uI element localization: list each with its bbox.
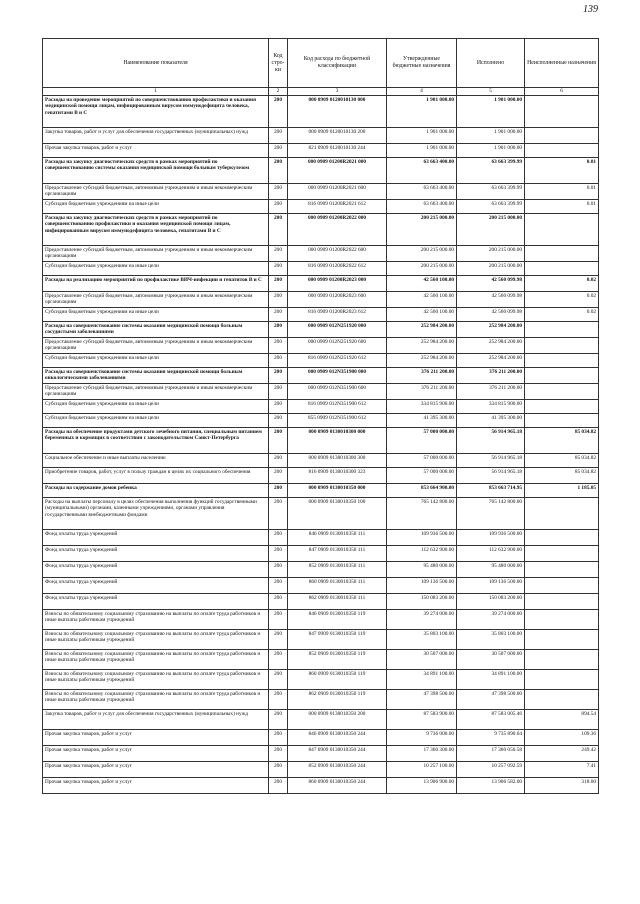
row-unexecuted-amount xyxy=(525,546,599,562)
row-classification-code: 000 0909 0130010300 300 xyxy=(288,454,387,468)
column-number: 3 xyxy=(288,88,387,96)
row-line-code: 200 xyxy=(269,308,288,322)
row-executed-amount: 63 663 399.99 xyxy=(457,184,525,200)
row-unexecuted-amount: 0.01 xyxy=(525,158,599,184)
row-classification-code: 847 0909 0130010350 111 xyxy=(288,546,387,562)
row-classification-code: 846 0909 0130010350 119 xyxy=(288,610,387,630)
row-classification-code: 846 0909 0130010350 244 xyxy=(288,730,387,746)
row-name: Приобретение товаров, работ, услуг в пользу граждан в целях их социального обеспечения xyxy=(43,468,269,484)
row-line-code: 200 xyxy=(269,530,288,546)
row-classification-code: 816 0909 0130010300 323 xyxy=(288,468,387,484)
row-executed-amount: 9 735 890.64 xyxy=(457,730,525,746)
row-unexecuted-amount xyxy=(525,610,599,630)
table-row xyxy=(43,400,599,414)
row-approved-amount: 63 663 400.00 xyxy=(387,200,457,214)
row-unexecuted-amount: 1 185.05 xyxy=(525,484,599,498)
row-approved-amount: 42 560 100.00 xyxy=(387,276,457,292)
row-executed-amount: 109 136 500.00 xyxy=(457,578,525,594)
row-unexecuted-amount xyxy=(525,594,599,610)
row-line-code: 200 xyxy=(269,498,288,530)
row-name: Расходы на содержание домов ребенка xyxy=(43,484,269,498)
row-classification-code: 816 0909 012N251920 612 xyxy=(288,354,387,368)
row-unexecuted-amount xyxy=(525,562,599,578)
row-executed-amount: 376 211 200.00 xyxy=(457,384,525,400)
row-approved-amount: 252 984 200.00 xyxy=(387,354,457,368)
row-classification-code: 000 0909 01200R2022 000 xyxy=(288,214,387,246)
row-unexecuted-amount xyxy=(525,384,599,400)
row-name: Расходы на закупку диагностических средств в рамках мероприятий по совершенствованию системы оказания медицинской помощи больным туберкулезом xyxy=(43,158,269,184)
row-name: Предоставление субсидий бюджетным, автономным учреждениям и иным некоммерческим организациям xyxy=(43,292,269,308)
row-executed-amount: 1 901 000.00 xyxy=(457,144,525,158)
row-approved-amount: 112 632 900.00 xyxy=(387,546,457,562)
page-number: 139 xyxy=(583,4,598,15)
row-classification-code: 847 0909 0130010350 119 xyxy=(288,630,387,650)
row-name: Субсидии бюджетным учреждениям на иные цели xyxy=(43,308,269,322)
column-number: 4 xyxy=(387,88,457,96)
header-executed: Исполнено xyxy=(457,39,525,88)
row-executed-amount: 334 815 900.00 xyxy=(457,400,525,414)
row-name: Предоставление субсидий бюджетным, автономным учреждениям и иным некоммерческим организациям xyxy=(43,338,269,354)
row-approved-amount: 252 984 200.00 xyxy=(387,322,457,338)
row-line-code: 200 xyxy=(269,96,288,128)
row-unexecuted-amount: 85 034.82 xyxy=(525,428,599,454)
row-name: Взносы по обязательному социальному страхованию на выплаты по оплате труда работников и иные выплаты работникам учреждений xyxy=(43,610,269,630)
row-executed-amount: 42 560 099.98 xyxy=(457,292,525,308)
row-line-code: 200 xyxy=(269,778,288,794)
column-number: 6 xyxy=(525,88,599,96)
table-row xyxy=(43,276,599,292)
row-classification-code: 000 0909 0120010130 200 xyxy=(288,128,387,144)
row-classification-code: 816 0909 012N351900 612 xyxy=(288,400,387,414)
row-classification-code: 000 0909 0130010350 000 xyxy=(288,484,387,498)
row-line-code: 200 xyxy=(269,414,288,428)
table-row xyxy=(43,158,599,184)
row-line-code: 200 xyxy=(269,338,288,354)
row-line-code: 200 xyxy=(269,428,288,454)
row-unexecuted-amount xyxy=(525,144,599,158)
row-classification-code: 847 0909 0130010350 244 xyxy=(288,746,387,762)
table-row xyxy=(43,730,599,746)
row-executed-amount: 41 395 300.00 xyxy=(457,414,525,428)
row-name: Предоставление субсидий бюджетным, автономным учреждениям и иным некоммерческим организациям xyxy=(43,384,269,400)
table-row xyxy=(43,630,599,650)
row-name: Субсидии бюджетным учреждениям на иные цели xyxy=(43,400,269,414)
row-approved-amount: 57 000 000.00 xyxy=(387,428,457,454)
row-name: Прочая закупка товаров, работ и услуг xyxy=(43,746,269,762)
row-name: Фонд оплаты труда учреждений xyxy=(43,562,269,578)
row-line-code: 200 xyxy=(269,400,288,414)
row-line-code: 200 xyxy=(269,578,288,594)
row-executed-amount: 87 583 005.46 xyxy=(457,710,525,730)
table-row xyxy=(43,214,599,246)
row-executed-amount: 47 398 500.00 xyxy=(457,690,525,710)
row-unexecuted-amount: 249.42 xyxy=(525,746,599,762)
row-classification-code: 000 0909 01200R2023 600 xyxy=(288,292,387,308)
row-approved-amount: 30 507 000.00 xyxy=(387,650,457,670)
row-name: Закупка товаров, работ и услуг для обеспечения государственных (муниципальных) нужд xyxy=(43,128,269,144)
row-unexecuted-amount: 85 034.82 xyxy=(525,468,599,484)
row-unexecuted-amount xyxy=(525,338,599,354)
row-approved-amount: 63 663 400.00 xyxy=(387,184,457,200)
row-executed-amount: 39 274 000.00 xyxy=(457,610,525,630)
row-approved-amount: 376 211 200.00 xyxy=(387,384,457,400)
row-unexecuted-amount xyxy=(525,650,599,670)
row-name: Субсидии бюджетным учреждениям на иные цели xyxy=(43,262,269,276)
row-unexecuted-amount xyxy=(525,246,599,262)
row-executed-amount: 56 914 965.18 xyxy=(457,468,525,484)
row-executed-amount: 200 215 000.00 xyxy=(457,214,525,246)
table-row xyxy=(43,484,599,498)
row-name: Социальное обеспечение и иные выплаты населению xyxy=(43,454,269,468)
row-unexecuted-amount: 85 034.82 xyxy=(525,454,599,468)
row-name: Прочая закупка товаров, работ и услуг xyxy=(43,144,269,158)
table-body xyxy=(43,96,599,794)
row-classification-code: 852 0909 0130010350 111 xyxy=(288,562,387,578)
table-row xyxy=(43,670,599,690)
table-row xyxy=(43,262,599,276)
row-line-code: 200 xyxy=(269,690,288,710)
table-row xyxy=(43,454,599,468)
row-unexecuted-amount xyxy=(525,530,599,546)
table-row xyxy=(43,428,599,454)
row-approved-amount: 200 215 000.00 xyxy=(387,262,457,276)
row-executed-amount: 13 906 582.00 xyxy=(457,778,525,794)
row-executed-amount: 56 914 965.18 xyxy=(457,428,525,454)
header-budget-classification: Код расхода по бюджетной классификации xyxy=(288,39,387,88)
table-row xyxy=(43,530,599,546)
row-name: Взносы по обязательному социальному страхованию на выплаты по оплате труда работников и иные выплаты работникам учреждений xyxy=(43,630,269,650)
row-classification-code: 846 0909 0130010350 111 xyxy=(288,530,387,546)
row-unexecuted-amount xyxy=(525,262,599,276)
row-classification-code: 816 0909 01200R2022 612 xyxy=(288,262,387,276)
row-line-code: 200 xyxy=(269,200,288,214)
row-approved-amount: 200 215 000.00 xyxy=(387,246,457,262)
table-row xyxy=(43,96,599,128)
row-unexecuted-amount xyxy=(525,354,599,368)
row-line-code: 200 xyxy=(269,610,288,630)
row-executed-amount: 200 215 000.00 xyxy=(457,262,525,276)
row-line-code: 200 xyxy=(269,354,288,368)
row-line-code: 200 xyxy=(269,484,288,498)
row-unexecuted-amount xyxy=(525,96,599,128)
row-executed-amount: 17 360 050.58 xyxy=(457,746,525,762)
row-approved-amount: 42 560 100.00 xyxy=(387,308,457,322)
row-executed-amount: 63 663 399.99 xyxy=(457,158,525,184)
row-approved-amount: 9 736 000.00 xyxy=(387,730,457,746)
table-header-row xyxy=(43,39,599,88)
table-row xyxy=(43,468,599,484)
row-name: Фонд оплаты труда учреждений xyxy=(43,578,269,594)
row-unexecuted-amount: 0.02 xyxy=(525,276,599,292)
row-approved-amount: 87 583 900.00 xyxy=(387,710,457,730)
row-unexecuted-amount xyxy=(525,368,599,384)
row-classification-code: 852 0909 0130010350 244 xyxy=(288,762,387,778)
row-approved-amount: 42 560 100.00 xyxy=(387,292,457,308)
row-approved-amount: 1 901 000.00 xyxy=(387,128,457,144)
row-classification-code: 860 0909 0130010350 111 xyxy=(288,578,387,594)
row-line-code: 200 xyxy=(269,322,288,338)
row-unexecuted-amount: 318.00 xyxy=(525,778,599,794)
row-executed-amount: 200 215 000.00 xyxy=(457,246,525,262)
table-row xyxy=(43,384,599,400)
row-approved-amount: 34 891 100.00 xyxy=(387,670,457,690)
row-executed-amount: 63 663 399.99 xyxy=(457,200,525,214)
row-line-code: 200 xyxy=(269,368,288,384)
row-unexecuted-amount xyxy=(525,630,599,650)
row-line-code: 200 xyxy=(269,562,288,578)
row-approved-amount: 57 000 000.00 xyxy=(387,454,457,468)
row-line-code: 200 xyxy=(269,292,288,308)
row-approved-amount: 109 136 500.00 xyxy=(387,578,457,594)
table-row xyxy=(43,144,599,158)
row-unexecuted-amount xyxy=(525,670,599,690)
row-approved-amount: 1 901 000.00 xyxy=(387,96,457,128)
table-row xyxy=(43,562,599,578)
row-unexecuted-amount xyxy=(525,690,599,710)
table-row xyxy=(43,690,599,710)
table-row xyxy=(43,746,599,762)
table-row xyxy=(43,610,599,630)
row-name: Расходы на реализацию мероприятий по профилактике ВИЧ-инфекции и гепатитов B и C xyxy=(43,276,269,292)
row-executed-amount: 252 984 200.00 xyxy=(457,322,525,338)
row-executed-amount: 95 480 000.00 xyxy=(457,562,525,578)
row-classification-code: 821 0909 0120010130 244 xyxy=(288,144,387,158)
row-unexecuted-amount xyxy=(525,322,599,338)
row-unexecuted-amount: 109.36 xyxy=(525,730,599,746)
column-number: 2 xyxy=(269,88,288,96)
row-name: Расходы на совершенствование системы оказания медицинской помощи больным сосудистыми заболеваниями xyxy=(43,322,269,338)
table-row xyxy=(43,184,599,200)
row-unexecuted-amount xyxy=(525,128,599,144)
table-row xyxy=(43,710,599,730)
row-executed-amount: 150 083 200.00 xyxy=(457,594,525,610)
row-executed-amount: 853 663 714.95 xyxy=(457,484,525,498)
row-executed-amount: 30 507 000.00 xyxy=(457,650,525,670)
row-approved-amount: 17 360 300.00 xyxy=(387,746,457,762)
table-row xyxy=(43,650,599,670)
row-name: Предоставление субсидий бюджетным, автономным учреждениям и иным некоммерческим организациям xyxy=(43,184,269,200)
table-row xyxy=(43,354,599,368)
row-unexecuted-amount xyxy=(525,214,599,246)
table-row xyxy=(43,200,599,214)
row-executed-amount: 1 901 000.00 xyxy=(457,96,525,128)
header-line-code: Код стро-ки xyxy=(269,39,288,88)
row-name: Расходы на обеспечение продуктами детского лечебного питания, специальным питанием беременных и кормящих в соответствии с законодательством Санкт-Петербурга xyxy=(43,428,269,454)
row-approved-amount: 252 984 200.00 xyxy=(387,338,457,354)
row-line-code: 200 xyxy=(269,158,288,184)
row-classification-code: 816 0909 01200R2021 612 xyxy=(288,200,387,214)
row-name: Фонд оплаты труда учреждений xyxy=(43,530,269,546)
row-executed-amount: 252 984 200.00 xyxy=(457,338,525,354)
header-approved: Утвержденные бюджетные назначения xyxy=(387,39,457,88)
row-approved-amount: 41 395 300.00 xyxy=(387,414,457,428)
table-row xyxy=(43,498,599,530)
row-classification-code: 000 0909 01200R2021 600 xyxy=(288,184,387,200)
row-unexecuted-amount xyxy=(525,400,599,414)
table-row xyxy=(43,308,599,322)
row-name: Предоставление субсидий бюджетным, автономным учреждениям и иным некоммерческим организациям xyxy=(43,246,269,262)
table-row xyxy=(43,594,599,610)
header-indicator-name: Наименование показателя xyxy=(43,39,269,88)
row-name: Расходы на совершенствование системы оказания медицинской помощи больным онкологическими заболеваниями xyxy=(43,368,269,384)
column-number: 5 xyxy=(457,88,525,96)
row-executed-amount: 109 936 500.00 xyxy=(457,530,525,546)
row-name: Фонд оплаты труда учреждений xyxy=(43,594,269,610)
row-line-code: 200 xyxy=(269,762,288,778)
row-line-code: 200 xyxy=(269,546,288,562)
table-row xyxy=(43,578,599,594)
header-unexecuted: Неисполненные назначения xyxy=(525,39,599,88)
row-classification-code: 860 0909 0130010350 119 xyxy=(288,670,387,690)
row-approved-amount: 10 257 100.00 xyxy=(387,762,457,778)
table-row xyxy=(43,368,599,384)
row-approved-amount: 334 815 900.00 xyxy=(387,400,457,414)
row-approved-amount: 13 906 900.00 xyxy=(387,778,457,794)
table-row xyxy=(43,778,599,794)
row-line-code: 200 xyxy=(269,594,288,610)
row-line-code: 200 xyxy=(269,184,288,200)
row-approved-amount: 109 936 500.00 xyxy=(387,530,457,546)
row-classification-code: 000 0909 01200R2023 000 xyxy=(288,276,387,292)
row-executed-amount: 112 632 900.00 xyxy=(457,546,525,562)
row-classification-code: 000 0909 01200R2022 600 xyxy=(288,246,387,262)
row-name: Прочая закупка товаров, работ и услуг xyxy=(43,762,269,778)
row-approved-amount: 57 000 000.00 xyxy=(387,468,457,484)
row-name: Расходы на выплаты персоналу в целях обеспечения выполнения функций государственными (муниципальными) органами, казенными учреждениями, органами управления государственными внебюджетными фондами xyxy=(43,498,269,530)
table-row xyxy=(43,762,599,778)
row-executed-amount: 35 803 100.00 xyxy=(457,630,525,650)
column-number: 1 xyxy=(43,88,269,96)
row-unexecuted-amount xyxy=(525,498,599,530)
row-approved-amount: 47 398 500.00 xyxy=(387,690,457,710)
budget-execution-table xyxy=(42,38,599,794)
table-row xyxy=(43,546,599,562)
table-row xyxy=(43,246,599,262)
row-classification-code: 852 0909 0130010350 119 xyxy=(288,650,387,670)
row-approved-amount: 35 803 100.00 xyxy=(387,630,457,650)
row-unexecuted-amount: 0.02 xyxy=(525,308,599,322)
row-line-code: 200 xyxy=(269,468,288,484)
row-name: Взносы по обязательному социальному страхованию на выплаты по оплате труда работников и иные выплаты работникам учреждений xyxy=(43,670,269,690)
row-name: Закупка товаров, работ и услуг для обеспечения государственных (муниципальных) нужд xyxy=(43,710,269,730)
row-line-code: 200 xyxy=(269,384,288,400)
row-name: Прочая закупка товаров, работ и услуг xyxy=(43,778,269,794)
row-unexecuted-amount: 0.02 xyxy=(525,292,599,308)
row-line-code: 200 xyxy=(269,630,288,650)
row-classification-code: 862 0909 0130010350 119 xyxy=(288,690,387,710)
row-executed-amount: 10 257 092.59 xyxy=(457,762,525,778)
row-line-code: 200 xyxy=(269,730,288,746)
row-classification-code: 816 0909 01200R2023 612 xyxy=(288,308,387,322)
row-approved-amount: 853 664 900.00 xyxy=(387,484,457,498)
row-name: Субсидии бюджетным учреждениям на иные цели xyxy=(43,414,269,428)
row-unexecuted-amount xyxy=(525,414,599,428)
row-classification-code: 000 0909 012N251920 000 xyxy=(288,322,387,338)
row-classification-code: 000 0909 012N351900 600 xyxy=(288,384,387,400)
row-approved-amount: 376 211 200.00 xyxy=(387,368,457,384)
row-executed-amount: 42 560 099.98 xyxy=(457,276,525,292)
row-line-code: 200 xyxy=(269,710,288,730)
table-row xyxy=(43,128,599,144)
row-classification-code: 855 0909 012N351900 612 xyxy=(288,414,387,428)
row-line-code: 200 xyxy=(269,276,288,292)
row-approved-amount: 150 083 200.00 xyxy=(387,594,457,610)
row-name: Фонд оплаты труда учреждений xyxy=(43,546,269,562)
row-line-code: 200 xyxy=(269,650,288,670)
row-executed-amount: 376 211 200.00 xyxy=(457,368,525,384)
table-row xyxy=(43,322,599,338)
row-approved-amount: 1 901 000.00 xyxy=(387,144,457,158)
row-executed-amount: 765 142 800.00 xyxy=(457,498,525,530)
row-unexecuted-amount xyxy=(525,578,599,594)
row-executed-amount: 56 914 965.18 xyxy=(457,454,525,468)
row-line-code: 200 xyxy=(269,144,288,158)
row-classification-code: 000 0909 01200R2021 000 xyxy=(288,158,387,184)
column-number-row xyxy=(43,88,599,96)
row-name: Расходы на закупку диагностических средств в рамках мероприятий по совершенствованию профилактики и оказания медицинской помощи лицам, инфицированным вирусом иммунодефицита человека, гепатитами B и C xyxy=(43,214,269,246)
row-line-code: 200 xyxy=(269,214,288,246)
row-name: Субсидии бюджетным учреждениям на иные цели xyxy=(43,200,269,214)
table-row xyxy=(43,292,599,308)
row-line-code: 200 xyxy=(269,454,288,468)
row-name: Расходы на проведение мероприятий по совершенствованию профилактики и оказания медицинской помощи лицам, инфицированным вирусом иммунодефицита человека, гепатитами B и C xyxy=(43,96,269,128)
table-row xyxy=(43,414,599,428)
row-classification-code: 000 0909 0130010350 100 xyxy=(288,498,387,530)
row-executed-amount: 34 891 100.00 xyxy=(457,670,525,690)
row-name: Взносы по обязательному социальному страхованию на выплаты по оплате труда работников и иные выплаты работникам учреждений xyxy=(43,650,269,670)
table-row xyxy=(43,338,599,354)
row-classification-code: 000 0909 0130010350 200 xyxy=(288,710,387,730)
row-classification-code: 000 0909 0120010130 000 xyxy=(288,96,387,128)
row-classification-code: 862 0909 0130010350 111 xyxy=(288,594,387,610)
row-name: Субсидии бюджетным учреждениям на иные цели xyxy=(43,354,269,368)
row-approved-amount: 200 215 000.00 xyxy=(387,214,457,246)
row-approved-amount: 39 274 000.00 xyxy=(387,610,457,630)
row-unexecuted-amount: 894.54 xyxy=(525,710,599,730)
row-line-code: 200 xyxy=(269,746,288,762)
row-approved-amount: 95 480 000.00 xyxy=(387,562,457,578)
row-approved-amount: 765 142 800.00 xyxy=(387,498,457,530)
row-unexecuted-amount: 0.01 xyxy=(525,200,599,214)
row-executed-amount: 42 560 099.98 xyxy=(457,308,525,322)
row-line-code: 200 xyxy=(269,246,288,262)
row-classification-code: 000 0909 0130010300 000 xyxy=(288,428,387,454)
row-name: Взносы по обязательному социальному страхованию на выплаты по оплате труда работников и иные выплаты работникам учреждений xyxy=(43,690,269,710)
row-line-code: 200 xyxy=(269,670,288,690)
row-classification-code: 000 0909 012N351900 000 xyxy=(288,368,387,384)
row-unexecuted-amount: 0.01 xyxy=(525,184,599,200)
row-name: Прочая закупка товаров, работ и услуг xyxy=(43,730,269,746)
row-classification-code: 000 0909 012N251920 600 xyxy=(288,338,387,354)
row-line-code: 200 xyxy=(269,128,288,144)
row-classification-code: 860 0909 0130010350 244 xyxy=(288,778,387,794)
row-approved-amount: 63 663 400.00 xyxy=(387,158,457,184)
row-executed-amount: 252 984 200.00 xyxy=(457,354,525,368)
row-unexecuted-amount: 7.41 xyxy=(525,762,599,778)
row-line-code: 200 xyxy=(269,262,288,276)
row-executed-amount: 1 901 000.00 xyxy=(457,128,525,144)
